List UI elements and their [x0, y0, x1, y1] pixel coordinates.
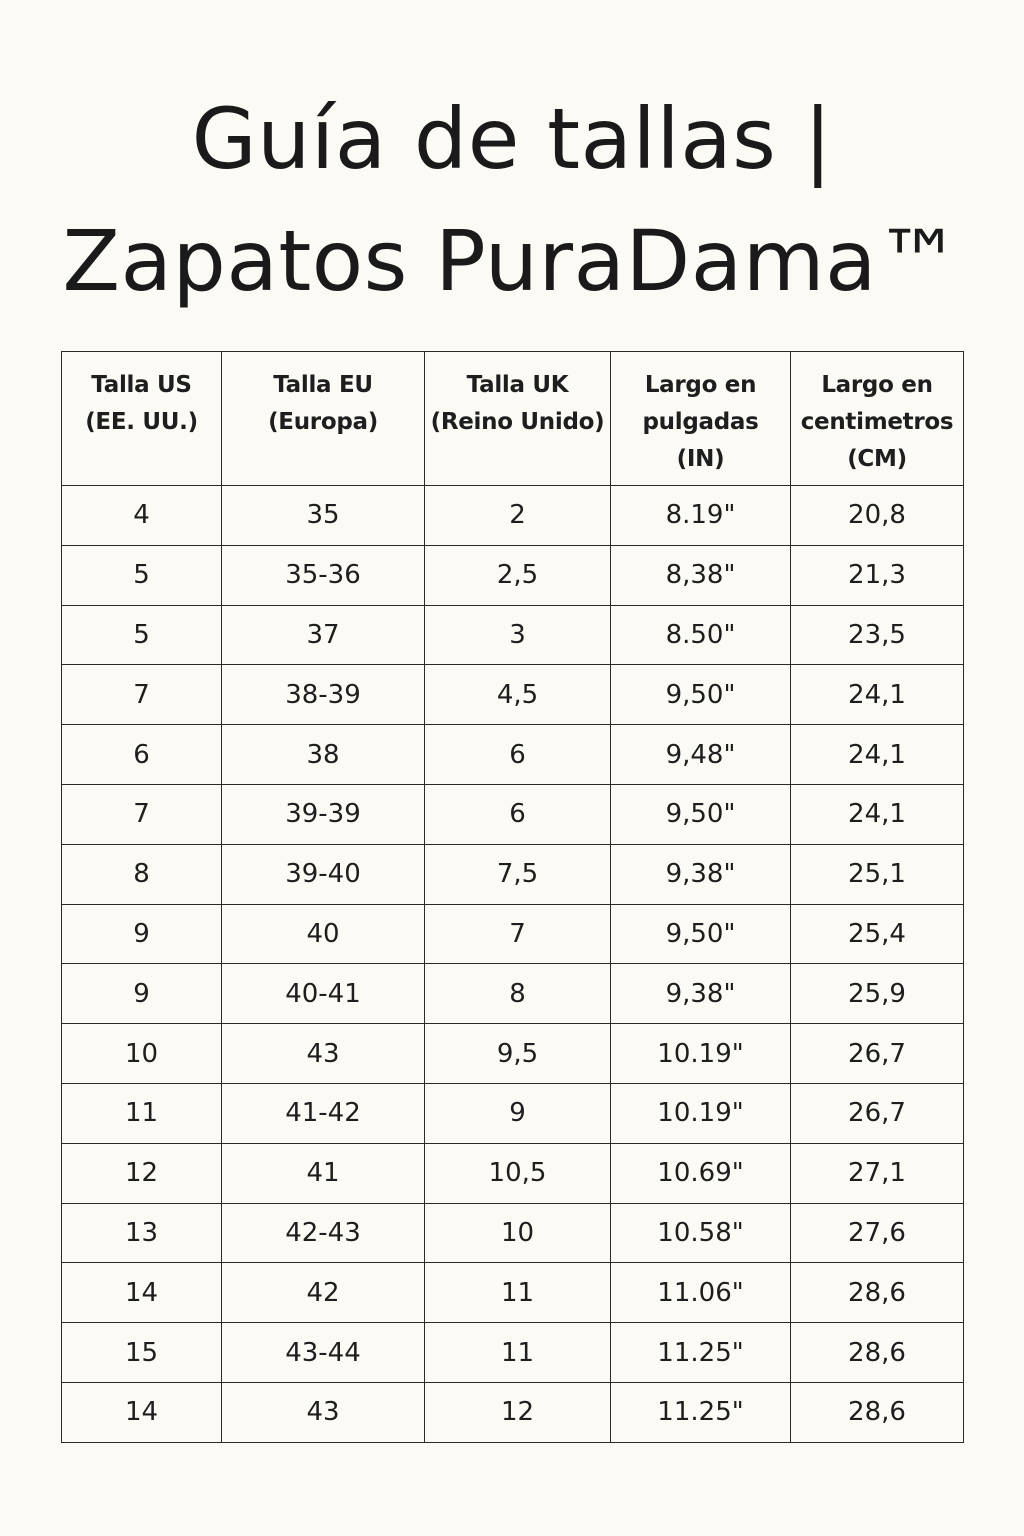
header-uk-size	[425, 352, 611, 486]
page-title-line-2: Zapatos PuraDama™	[62, 212, 962, 310]
table-row	[62, 725, 964, 785]
cell-length-in: 11.25"	[611, 1382, 791, 1442]
header-line: (EE. UU.)	[85, 409, 198, 435]
cell-uk-size: 2	[425, 486, 611, 546]
cell-uk-size: 9	[425, 1083, 611, 1143]
header-line: pulgadas	[642, 409, 759, 435]
header-eu-size	[222, 352, 425, 486]
cell-length-in: 9,38"	[611, 844, 791, 904]
cell-us-size: 10	[62, 1024, 222, 1084]
cell-eu-size: 41	[222, 1143, 425, 1203]
table-row	[62, 1083, 964, 1143]
cell-length-cm: 21,3	[791, 545, 964, 605]
header-length-cm	[791, 352, 964, 486]
cell-length-in: 9,48"	[611, 725, 791, 785]
cell-length-in: 8.50"	[611, 605, 791, 665]
size-chart-table	[61, 351, 964, 1443]
header-length-in	[611, 352, 791, 486]
table-row	[62, 665, 964, 725]
cell-length-in: 11.06"	[611, 1263, 791, 1323]
cell-us-size: 4	[62, 486, 222, 546]
cell-uk-size: 8	[425, 964, 611, 1024]
cell-length-cm: 24,1	[791, 665, 964, 725]
table-row	[62, 1024, 964, 1084]
cell-eu-size: 39-39	[222, 784, 425, 844]
cell-uk-size: 2,5	[425, 545, 611, 605]
header-line: (IN)	[676, 446, 725, 472]
cell-us-size: 14	[62, 1382, 222, 1442]
cell-eu-size: 43	[222, 1024, 425, 1084]
cell-length-cm: 20,8	[791, 486, 964, 546]
table-row	[62, 1382, 964, 1442]
header-line: (Europa)	[268, 409, 378, 435]
cell-length-cm: 24,1	[791, 784, 964, 844]
cell-length-cm: 26,7	[791, 1083, 964, 1143]
header-line: Largo en	[644, 372, 757, 398]
cell-eu-size: 35	[222, 486, 425, 546]
cell-us-size: 5	[62, 605, 222, 665]
cell-length-cm: 28,6	[791, 1263, 964, 1323]
table-row	[62, 1143, 964, 1203]
cell-us-size: 9	[62, 964, 222, 1024]
cell-eu-size: 41-42	[222, 1083, 425, 1143]
cell-length-in: 10.19"	[611, 1083, 791, 1143]
cell-length-cm: 24,1	[791, 725, 964, 785]
cell-eu-size: 38-39	[222, 665, 425, 725]
cell-us-size: 6	[62, 725, 222, 785]
cell-uk-size: 12	[425, 1382, 611, 1442]
cell-length-cm: 25,4	[791, 904, 964, 964]
cell-length-in: 9,38"	[611, 964, 791, 1024]
table-row	[62, 1263, 964, 1323]
cell-length-in: 8.19"	[611, 486, 791, 546]
table-row	[62, 844, 964, 904]
cell-us-size: 9	[62, 904, 222, 964]
cell-uk-size: 9,5	[425, 1024, 611, 1084]
page-title-line-1: Guía de tallas |	[191, 90, 833, 188]
cell-length-cm: 25,9	[791, 964, 964, 1024]
cell-length-cm: 28,6	[791, 1382, 964, 1442]
header-line: (CM)	[847, 446, 907, 472]
cell-us-size: 11	[62, 1083, 222, 1143]
header-row	[62, 352, 964, 486]
cell-length-in: 8,38"	[611, 545, 791, 605]
cell-eu-size: 42	[222, 1263, 425, 1323]
size-chart-body	[62, 486, 964, 1443]
cell-uk-size: 4,5	[425, 665, 611, 725]
table-row	[62, 605, 964, 665]
header-line: Largo en	[821, 372, 933, 398]
cell-length-in: 10.19"	[611, 1024, 791, 1084]
table-row	[62, 486, 964, 546]
cell-length-cm: 25,1	[791, 844, 964, 904]
cell-length-in: 10.69"	[611, 1143, 791, 1203]
cell-eu-size: 43-44	[222, 1323, 425, 1383]
cell-uk-size: 11	[425, 1263, 611, 1323]
cell-us-size: 5	[62, 545, 222, 605]
cell-eu-size: 39-40	[222, 844, 425, 904]
cell-length-cm: 23,5	[791, 605, 964, 665]
cell-length-cm: 28,6	[791, 1323, 964, 1383]
cell-uk-size: 6	[425, 784, 611, 844]
cell-length-in: 9,50"	[611, 784, 791, 844]
table-row	[62, 784, 964, 844]
page-title	[0, 78, 1024, 322]
table-row	[62, 964, 964, 1024]
cell-eu-size: 38	[222, 725, 425, 785]
header-line: centimetros	[800, 409, 954, 435]
cell-uk-size: 7,5	[425, 844, 611, 904]
cell-eu-size: 43	[222, 1382, 425, 1442]
cell-eu-size: 35-36	[222, 545, 425, 605]
table-row	[62, 545, 964, 605]
header-line: (Reino Unido)	[430, 409, 605, 435]
cell-eu-size: 40	[222, 904, 425, 964]
header-line: Talla EU	[273, 372, 373, 398]
table-row	[62, 1203, 964, 1263]
table-row	[62, 904, 964, 964]
table-row	[62, 1323, 964, 1383]
cell-length-cm: 27,1	[791, 1143, 964, 1203]
cell-us-size: 7	[62, 665, 222, 725]
cell-uk-size: 11	[425, 1323, 611, 1383]
cell-eu-size: 40-41	[222, 964, 425, 1024]
cell-us-size: 14	[62, 1263, 222, 1323]
cell-length-in: 9,50"	[611, 665, 791, 725]
cell-us-size: 13	[62, 1203, 222, 1263]
header-line: Talla UK	[466, 372, 569, 398]
cell-length-cm: 27,6	[791, 1203, 964, 1263]
cell-length-cm: 26,7	[791, 1024, 964, 1084]
cell-us-size: 8	[62, 844, 222, 904]
cell-us-size: 15	[62, 1323, 222, 1383]
cell-uk-size: 6	[425, 725, 611, 785]
cell-eu-size: 37	[222, 605, 425, 665]
cell-uk-size: 3	[425, 605, 611, 665]
cell-length-in: 9,50"	[611, 904, 791, 964]
cell-length-in: 10.58"	[611, 1203, 791, 1263]
cell-us-size: 7	[62, 784, 222, 844]
cell-eu-size: 42-43	[222, 1203, 425, 1263]
header-line: Talla US	[91, 372, 192, 398]
header-us-size	[62, 352, 222, 486]
cell-us-size: 12	[62, 1143, 222, 1203]
cell-uk-size: 7	[425, 904, 611, 964]
cell-uk-size: 10,5	[425, 1143, 611, 1203]
cell-uk-size: 10	[425, 1203, 611, 1263]
cell-length-in: 11.25"	[611, 1323, 791, 1383]
size-chart-header	[62, 352, 964, 486]
